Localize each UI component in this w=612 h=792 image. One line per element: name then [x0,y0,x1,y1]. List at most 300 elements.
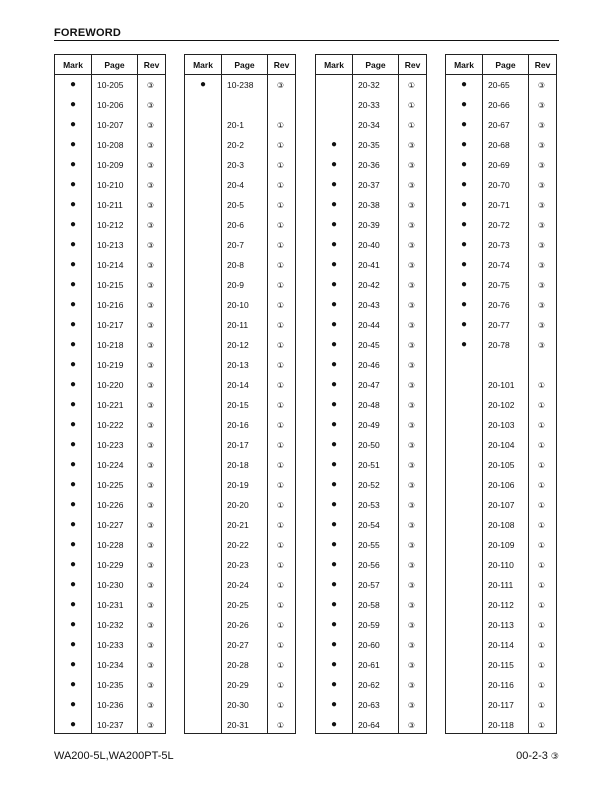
mark-column-header: Mark [185,55,222,74]
page-number-cell: 10-235 [97,680,124,690]
revision-cell: ③ [407,560,416,570]
table-row [55,375,165,395]
revision-cell: ③ [146,720,155,730]
page-number-cell: 10-226 [97,500,124,510]
change-mark: ● [330,419,338,430]
change-mark: ● [69,119,77,130]
revision-cell: ③ [146,640,155,650]
revision-cell: ① [537,640,546,650]
page-number-cell: 20-3 [227,160,245,170]
page-number-cell: 10-213 [97,240,124,250]
change-mark: ● [460,159,468,170]
revision-cell: ① [276,280,285,290]
revision-table-1 [54,54,166,734]
table-row [55,235,165,255]
change-mark: ● [330,459,338,470]
table-row [446,715,556,735]
revision-cell: ① [276,260,285,270]
table-row [185,675,295,695]
table-row [316,495,426,515]
table-row [55,655,165,675]
revision-cell: ③ [146,140,155,150]
revision-cell: ① [276,440,285,450]
page-number-cell: 10-205 [97,80,124,90]
change-mark: ● [69,439,77,450]
revision-cell: ① [276,200,285,210]
table-row [446,75,556,95]
revision-cell: ① [537,560,546,570]
table-row [185,375,295,395]
change-mark: ● [460,219,468,230]
table-row [446,595,556,615]
table-row [185,275,295,295]
change-mark: ● [69,679,77,690]
revision-cell: ③ [146,180,155,190]
page-number-cell: 10-227 [97,520,124,530]
page-number-cell: 20-51 [358,460,380,470]
table-row [446,115,556,135]
table-row [446,475,556,495]
page-number-cell: 20-37 [358,180,380,190]
revision-cell: ③ [146,100,155,110]
header-rule [54,40,559,41]
revision-cell: ③ [146,540,155,550]
page-number-cell: 20-10 [227,300,249,310]
table-row [446,615,556,635]
change-mark: ● [330,259,338,270]
revision-cell: ① [276,460,285,470]
table-row [316,215,426,235]
revision-cell: ③ [407,140,416,150]
table-row [55,635,165,655]
page-number-cell: 20-27 [227,640,249,650]
change-mark: ● [330,539,338,550]
page-number-cell: 20-33 [358,100,380,110]
table-row [316,515,426,535]
revision-cell: ③ [537,320,546,330]
table-row [446,555,556,575]
table-row [55,315,165,335]
page-number-cell: 20-32 [358,80,380,90]
page-number-cell: 10-238 [227,80,254,90]
mark-column-header: Mark [55,55,92,74]
change-mark: ● [330,639,338,650]
revision-cell: ③ [146,600,155,610]
table-row [316,595,426,615]
revision-cell: ③ [407,200,416,210]
table-row [316,175,426,195]
change-mark: ● [69,599,77,610]
table-row [446,295,556,315]
change-mark: ● [69,699,77,710]
table-row [316,475,426,495]
revision-cell: ③ [146,80,155,90]
revision-cell: ① [276,180,285,190]
table-row [185,335,295,355]
page-number-cell: 20-45 [358,340,380,350]
change-mark: ● [330,699,338,710]
table-row [185,255,295,275]
table-row [185,475,295,495]
page-number-cell: 20-7 [227,240,245,250]
table-row [446,535,556,555]
revision-cell: ③ [407,420,416,430]
change-mark: ● [330,599,338,610]
table-row [316,395,426,415]
table-row [55,255,165,275]
change-mark: ● [460,259,468,270]
table-row [316,615,426,635]
page-number-cell: 10-229 [97,560,124,570]
table-row [55,675,165,695]
page-number-cell: 20-53 [358,500,380,510]
table-row [316,355,426,375]
change-mark: ● [69,579,77,590]
revision-cell: ① [537,380,546,390]
page-number-cell: 20-78 [488,340,510,350]
revision-cell: ① [276,420,285,430]
page-number-cell: 10-206 [97,100,124,110]
page-number-cell: 20-19 [227,480,249,490]
revision-cell: ③ [146,480,155,490]
change-mark: ● [330,479,338,490]
table-header [185,55,295,75]
page-number-cell: 10-228 [97,540,124,550]
page-number-cell: 10-207 [97,120,124,130]
change-mark: ● [69,99,77,110]
page-number-cell: 10-224 [97,460,124,470]
revision-cell: ① [276,220,285,230]
table-row [185,295,295,315]
page-number-cell: 20-43 [358,300,380,310]
revision-cell: ① [407,100,416,110]
table-row [185,535,295,555]
table-row [316,335,426,355]
page-number-cell: 20-59 [358,620,380,630]
table-row [316,235,426,255]
revision-cell: ③ [407,600,416,610]
change-mark: ● [330,279,338,290]
table-row [185,315,295,335]
change-mark: ● [199,79,207,90]
page-number-cell: 10-218 [97,340,124,350]
change-mark: ● [69,219,77,230]
table-row [446,95,556,115]
page-number-cell: 10-212 [97,220,124,230]
revision-cell: ③ [537,140,546,150]
revision-cell: ③ [407,700,416,710]
revision-cell: ① [276,620,285,630]
table-row [446,575,556,595]
table-row [446,495,556,515]
table-row [185,155,295,175]
change-mark: ● [330,579,338,590]
revision-cell: ③ [407,680,416,690]
revision-cell: ① [537,540,546,550]
table-row [446,635,556,655]
page-column-header: Page [353,55,399,74]
revision-cell: ③ [537,260,546,270]
change-mark: ● [69,259,77,270]
change-mark: ● [460,79,468,90]
table-row [446,415,556,435]
table-row [446,195,556,215]
page-number-cell: 20-34 [358,120,380,130]
revision-cell: ① [276,660,285,670]
change-mark: ● [460,279,468,290]
change-mark: ● [460,179,468,190]
change-mark: ● [330,439,338,450]
revision-cell: ③ [146,320,155,330]
revision-cell: ① [407,120,416,130]
page-number-cell: 20-73 [488,240,510,250]
page-number-cell: 20-38 [358,200,380,210]
page-number-cell: 20-111 [488,580,514,590]
page-number-cell: 10-221 [97,400,124,410]
table-row [55,355,165,375]
change-mark: ● [330,359,338,370]
revision-cell: ① [276,320,285,330]
table-row [446,155,556,175]
page-number-cell: 20-115 [488,660,514,670]
page-number-cell: 20-116 [488,680,514,690]
mark-column-header: Mark [446,55,483,74]
page-number-cell: 20-65 [488,80,510,90]
page-number-cell: 20-20 [227,500,249,510]
table-row [55,495,165,515]
page-number-cell: 20-118 [488,720,514,730]
page-number-cell: 20-1 [227,120,245,130]
table-row [185,395,295,415]
revision-cell: ③ [146,680,155,690]
mark-column-header: Mark [316,55,353,74]
page-number-cell: 20-103 [488,420,515,430]
change-mark: ● [330,499,338,510]
revision-cell: ③ [537,120,546,130]
page-number-cell: 20-36 [358,160,380,170]
page-number-cell: 20-17 [227,440,249,450]
page-number-cell: 20-39 [358,220,380,230]
revision-cell: ① [276,340,285,350]
change-mark: ● [69,499,77,510]
revision-cell: ③ [276,80,285,90]
revision-cell: ③ [146,340,155,350]
revision-cell: ③ [407,500,416,510]
table-row [446,695,556,715]
page-number-cell: 20-13 [227,360,249,370]
page-number-cell: 20-18 [227,460,249,470]
page-number-cell: 20-48 [358,400,380,410]
page-number-cell: 20-63 [358,700,380,710]
page-number-cell: 20-70 [488,180,510,190]
revision-cell: ③ [407,480,416,490]
revision-cell: ① [276,120,285,130]
table-row [316,435,426,455]
revision-cell: ③ [537,340,546,350]
table-row [316,195,426,215]
revision-cell: ① [276,160,285,170]
change-mark: ● [69,139,77,150]
page-number-cell: 20-29 [227,680,249,690]
table-row [55,595,165,615]
rev-column-header: Rev [143,59,160,70]
page-number-cell: 20-5 [227,200,245,210]
change-mark: ● [330,239,338,250]
page-number-cell: 20-14 [227,380,249,390]
table-row [185,115,295,135]
page-number-cell: 20-44 [358,320,380,330]
revision-table-4 [445,54,557,734]
rev-column-header: Rev [404,59,421,70]
page-number-cell: 20-56 [358,560,380,570]
page-number-cell: 20-40 [358,240,380,250]
table-row [55,535,165,555]
table-row [185,515,295,535]
revision-cell: ① [537,440,546,450]
page-number-cell: 20-55 [358,540,380,550]
table-row [55,215,165,235]
revision-cell: ① [276,720,285,730]
change-mark: ● [69,79,77,90]
change-mark: ● [69,199,77,210]
revision-cell: ③ [146,660,155,670]
page-number-cell: 20-21 [227,520,249,530]
page-number-cell: 20-23 [227,560,249,570]
revision-cell: ① [276,580,285,590]
table-row [446,655,556,675]
page-column-header: Page [92,55,138,74]
page-number-cell: 20-75 [488,280,510,290]
change-mark: ● [330,399,338,410]
page-number-cell: 20-101 [488,380,515,390]
revision-cell: ③ [407,320,416,330]
table-row [55,715,165,735]
revision-cell: ③ [146,560,155,570]
page-number-cell: 20-76 [488,300,510,310]
revision-cell: ③ [407,620,416,630]
revision-cell: ③ [407,440,416,450]
page-title: FOREWORD [54,27,121,39]
table-row [316,695,426,715]
revision-cell: ① [276,520,285,530]
revision-cell: ③ [146,300,155,310]
page-number-cell: 20-22 [227,540,249,550]
page-number-cell: 20-42 [358,280,380,290]
page-number-cell: 20-113 [488,620,514,630]
revision-cell: ③ [146,200,155,210]
table-row [446,455,556,475]
page-number-cell: 10-231 [97,600,124,610]
table-row [185,615,295,635]
page-number-cell: 20-77 [488,320,510,330]
revision-cell: ③ [146,420,155,430]
table-row [316,295,426,315]
table-row [185,95,295,115]
table-header [446,55,556,75]
page-number-cell: 20-11 [227,320,249,330]
page-number-cell: 20-71 [488,200,510,210]
revision-cell: ③ [407,340,416,350]
revision-cell: ③ [146,220,155,230]
page-number-cell: 10-215 [97,280,124,290]
table-row [55,435,165,455]
change-mark: ● [330,319,338,330]
page-number-cell: 20-30 [227,700,249,710]
revision-cell: ③ [407,360,416,370]
revision-cell: ③ [146,580,155,590]
change-mark: ● [330,559,338,570]
model-name: WA200-5L,WA200PT-5L [54,750,174,762]
change-mark: ● [460,139,468,150]
page-number-cell: 20-108 [488,520,515,530]
page-number-cell: 20-112 [488,600,514,610]
page-number-cell: 10-209 [97,160,124,170]
revision-cell: ① [276,480,285,490]
revision-cell: ③ [537,100,546,110]
page-number-cell: 20-28 [227,660,249,670]
table-row [55,75,165,95]
table-row [55,615,165,635]
table-row [185,635,295,655]
change-mark: ● [69,319,77,330]
table-row [185,715,295,735]
table-row [316,275,426,295]
revision-cell: ③ [537,160,546,170]
change-mark: ● [69,359,77,370]
table-row [55,155,165,175]
page-revision-mark: ③ [550,751,559,761]
page-number-cell: 20-110 [488,560,514,570]
change-mark: ● [460,319,468,330]
table-row [55,575,165,595]
revision-cell: ③ [407,640,416,650]
table-row [446,135,556,155]
table-row [446,275,556,295]
table-row [446,375,556,395]
change-mark: ● [330,179,338,190]
table-row [316,675,426,695]
page-number-cell: 10-208 [97,140,124,150]
revision-cell: ① [276,240,285,250]
change-mark: ● [69,379,77,390]
revision-cell: ③ [407,380,416,390]
page-number-cell: 20-106 [488,480,515,490]
table-row [55,455,165,475]
revision-cell: ③ [407,460,416,470]
change-mark: ● [330,299,338,310]
revision-cell: ③ [146,160,155,170]
revision-cell: ③ [146,280,155,290]
change-mark: ● [69,459,77,470]
page-number-cell: 10-233 [97,640,124,650]
table-row [316,75,426,95]
table-row [316,715,426,735]
table-row [446,235,556,255]
change-mark: ● [330,719,338,730]
revision-cell: ① [276,540,285,550]
revision-cell: ③ [537,180,546,190]
revision-cell: ① [537,620,546,630]
revision-cell: ③ [407,260,416,270]
revision-cell: ① [537,600,546,610]
page-number-cell: 20-62 [358,680,380,690]
page-number-cell: 20-66 [488,100,510,110]
page-number-cell: 20-4 [227,180,245,190]
table-row [55,135,165,155]
revision-cell: ① [276,140,285,150]
table-row [316,635,426,655]
table-row [316,155,426,175]
